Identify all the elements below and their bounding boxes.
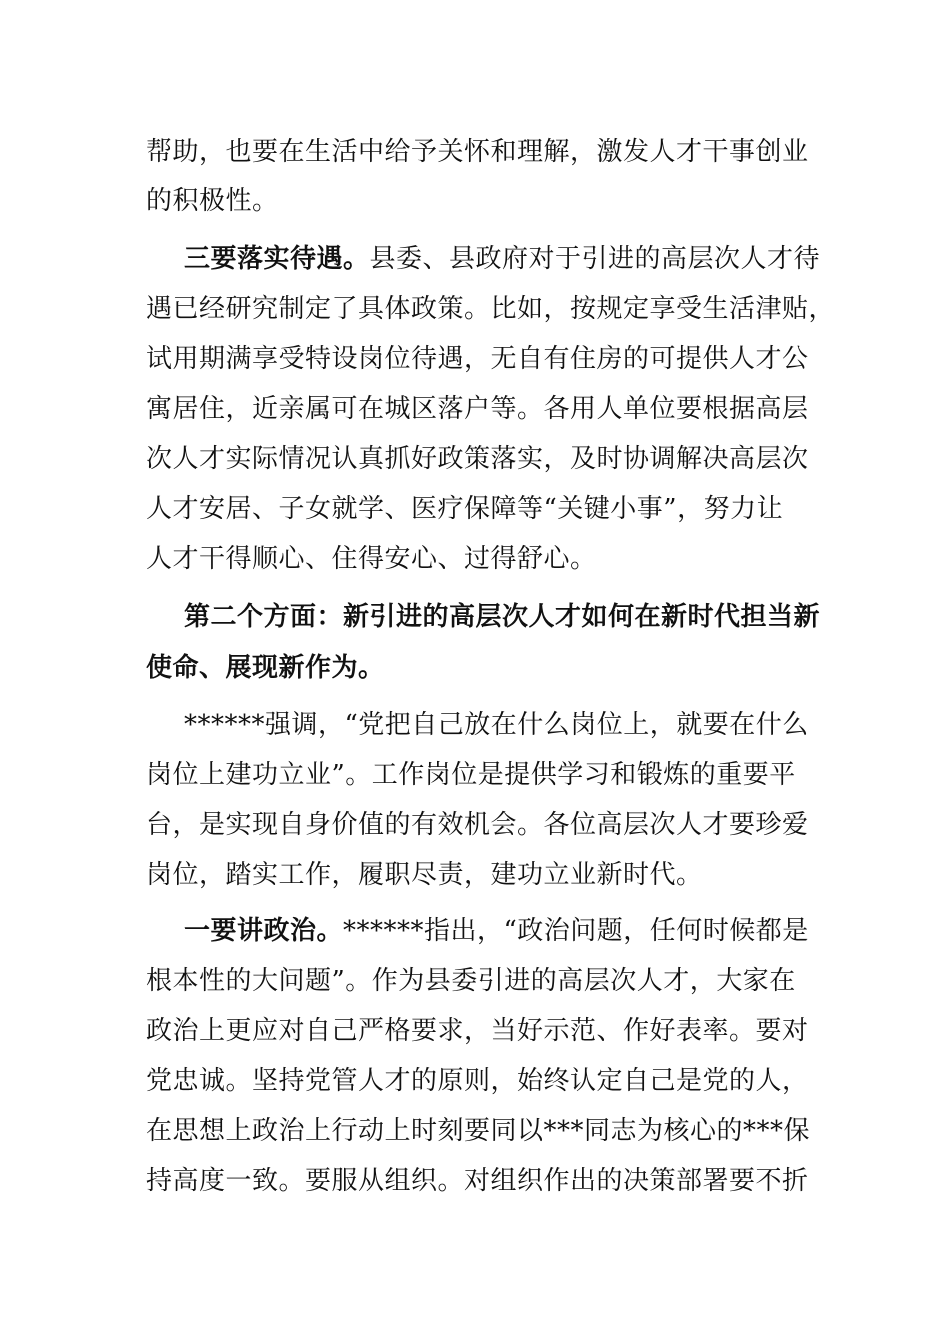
paragraph-line: 人才安居、子女就学、医疗保障等“关键小事”，努力让 [146, 494, 784, 524]
paragraph-line: 持高度一致。要服从组织。对组织作出的决策部署要不折 [146, 1166, 809, 1196]
paragraph-line: 试用期满享受特设岗位待遇，无自有住房的可提供人才公 [146, 344, 809, 374]
paragraph-line: 党忠诚。坚持党管人才的原则，始终认定自己是党的人， [146, 1066, 809, 1096]
paragraph-line: 根本性的大问题”。作为县委引进的高层次人才，大家在 [146, 966, 796, 996]
paragraph-line [184, 915, 809, 947]
section-title: 第二个方面：新引进的高层次人才如何在新时代担当新 [184, 602, 821, 632]
paragraph-line: 帮助，也要在生活中给予关怀和理解，激发人才干事创业 [146, 137, 809, 167]
paragraph-line: 遇已经研究制定了具体政策。比如，按规定享受生活津贴， [146, 294, 836, 324]
paragraph-line [184, 243, 821, 275]
paragraph-line: 寓居住，近亲属可在城区落户等。各用人单位要根据高层 [146, 394, 809, 424]
paragraph-line: 岗位，踏实工作，履职尽责，建功立业新时代。 [146, 860, 703, 890]
paragraph-line: 的积极性。 [146, 186, 279, 216]
paragraph-line: 政治上更应对自己严格要求，当好示范、作好表率。要对 [146, 1016, 809, 1046]
section-heading: 一要讲政治。 [184, 916, 344, 946]
section-heading: 三要落实待遇。 [184, 244, 370, 274]
paragraph-line: 在思想上政治上行动上时刻要同以***同志为核心的***保 [146, 1116, 811, 1146]
paragraph-line: 次人才实际情况认真抓好政策落实，及时协调解决高层次 [146, 444, 809, 474]
paragraph-line: ******强调，“党把自己放在什么岗位上，就要在什么 [184, 710, 809, 740]
paragraph-line: 人才干得顺心、住得安心、过得舒心。 [146, 544, 597, 574]
paragraph-line: 岗位上建功立业”。工作岗位是提供学习和锻炼的重要平 [146, 760, 796, 790]
paragraph-line: 台，是实现自身价值的有效机会。各位高层次人才要珍爱 [146, 810, 809, 840]
paragraph-text: ******指出，“政治问题，任何时候都是 [343, 916, 809, 946]
paragraph-text: 县委、县政府对于引进的高层次人才待 [369, 244, 821, 274]
section-title: 使命、展现新作为。 [146, 653, 385, 683]
